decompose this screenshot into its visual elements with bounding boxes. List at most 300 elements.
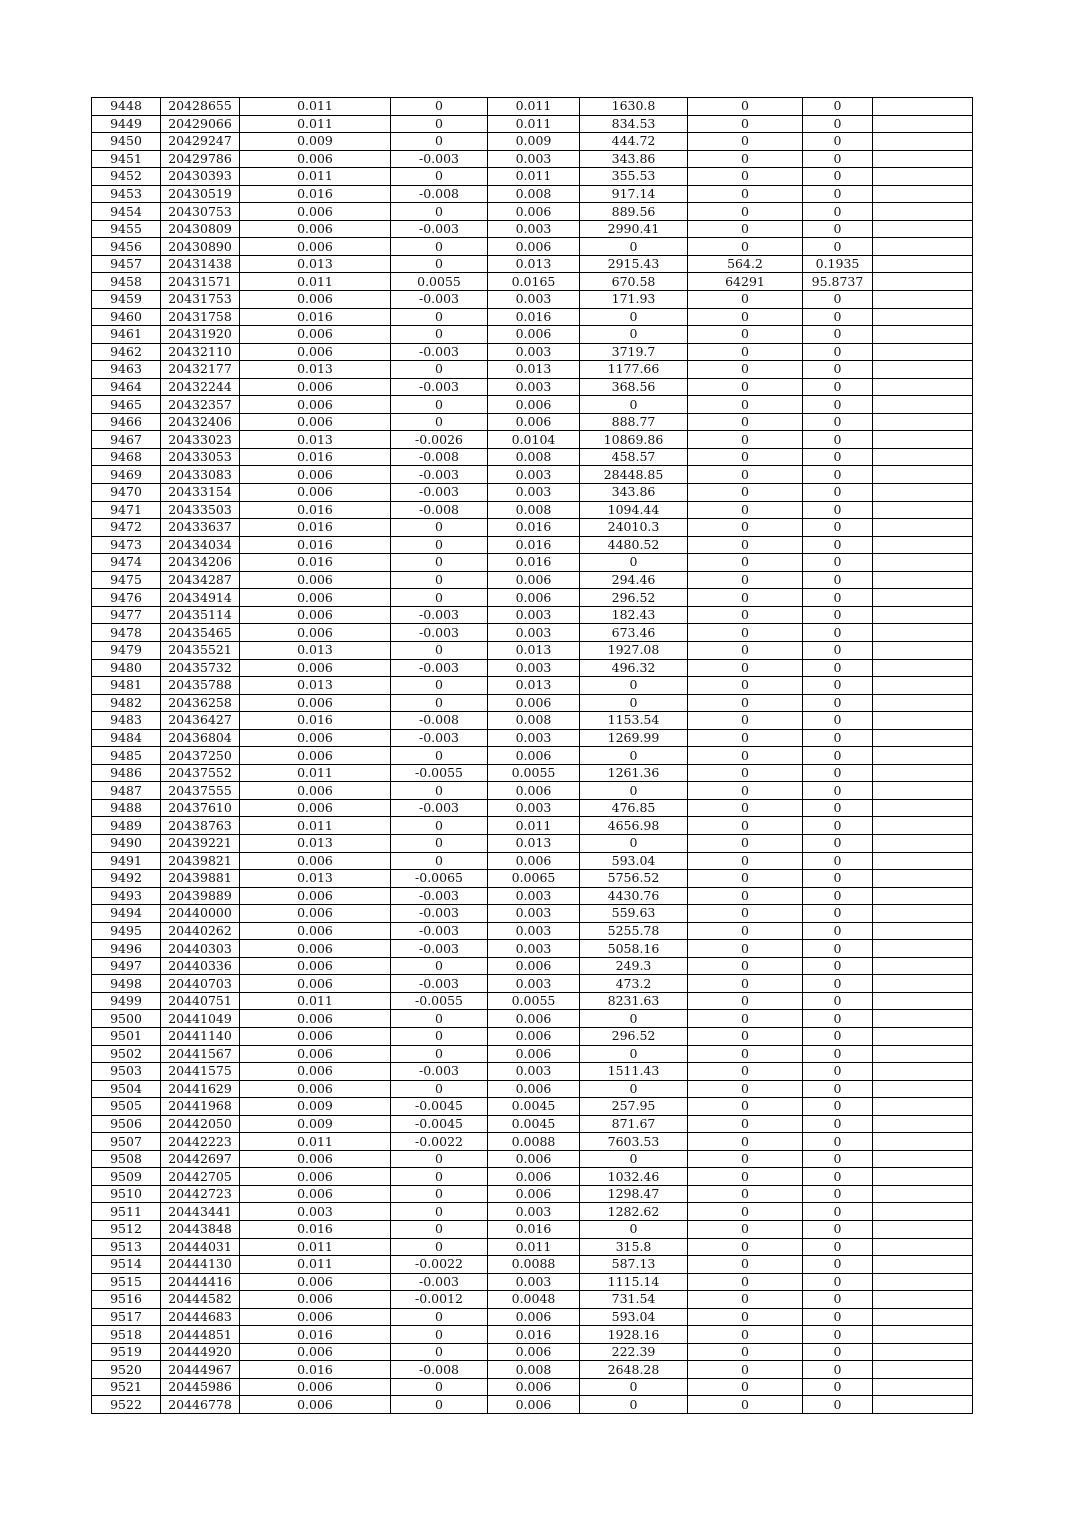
value-c-cell: 0.003 — [488, 940, 580, 958]
blank-cell — [873, 1256, 973, 1274]
row-index-cell: 9467 — [92, 431, 161, 449]
value-e-cell: 0 — [803, 1273, 873, 1291]
value-a-cell: 0.009 — [240, 133, 391, 151]
value-d-cell: 0 — [688, 764, 803, 782]
amount-cell: 0 — [580, 308, 688, 326]
value-e-cell: 0 — [803, 431, 873, 449]
value-c-cell: 0.006 — [488, 413, 580, 431]
value-b-cell: -0.0055 — [391, 992, 488, 1010]
value-e-cell: 0 — [803, 1361, 873, 1379]
id-cell: 20432244 — [161, 378, 240, 396]
value-c-cell: 0.006 — [488, 747, 580, 765]
id-cell: 20435465 — [161, 624, 240, 642]
value-e-cell: 0 — [803, 782, 873, 800]
value-a-cell: 0.011 — [240, 98, 391, 116]
value-d-cell: 0 — [688, 413, 803, 431]
table-row — [92, 220, 973, 238]
value-c-cell: 0.013 — [488, 677, 580, 695]
value-a-cell: 0.006 — [240, 378, 391, 396]
id-cell: 20432177 — [161, 361, 240, 379]
value-d-cell: 0 — [688, 694, 803, 712]
value-c-cell: 0.003 — [488, 484, 580, 502]
value-e-cell: 0 — [803, 220, 873, 238]
value-e-cell: 0 — [803, 764, 873, 782]
table-row — [92, 659, 973, 677]
value-a-cell: 0.006 — [240, 1185, 391, 1203]
value-b-cell: 0 — [391, 1238, 488, 1256]
table-row — [92, 571, 973, 589]
id-cell: 20444967 — [161, 1361, 240, 1379]
blank-cell — [873, 185, 973, 203]
amount-cell: 5756.52 — [580, 870, 688, 888]
blank-cell — [873, 431, 973, 449]
row-index-cell: 9503 — [92, 1063, 161, 1081]
value-b-cell: 0 — [391, 238, 488, 256]
value-e-cell: 0 — [803, 1045, 873, 1063]
value-b-cell: -0.0065 — [391, 870, 488, 888]
id-cell: 20444582 — [161, 1291, 240, 1309]
row-index-cell: 9516 — [92, 1291, 161, 1309]
value-c-cell: 0.006 — [488, 1045, 580, 1063]
amount-cell: 0 — [580, 677, 688, 695]
row-index-cell: 9497 — [92, 957, 161, 975]
value-a-cell: 0.006 — [240, 1080, 391, 1098]
value-c-cell: 0.016 — [488, 536, 580, 554]
table-row — [92, 1343, 973, 1361]
id-cell: 20442697 — [161, 1150, 240, 1168]
row-index-cell: 9453 — [92, 185, 161, 203]
id-cell: 20431571 — [161, 273, 240, 291]
table-row — [92, 887, 973, 905]
value-a-cell: 0.006 — [240, 975, 391, 993]
value-d-cell: 0 — [688, 378, 803, 396]
row-index-cell: 9515 — [92, 1273, 161, 1291]
table-row — [92, 782, 973, 800]
value-d-cell: 0 — [688, 1168, 803, 1186]
value-e-cell: 0 — [803, 589, 873, 607]
row-index-cell: 9494 — [92, 905, 161, 923]
value-b-cell: 0 — [391, 519, 488, 537]
value-b-cell: 0 — [391, 834, 488, 852]
id-cell: 20431438 — [161, 255, 240, 273]
amount-cell: 0 — [580, 396, 688, 414]
row-index-cell: 9478 — [92, 624, 161, 642]
row-index-cell: 9477 — [92, 606, 161, 624]
value-b-cell: 0 — [391, 361, 488, 379]
value-d-cell: 564.2 — [688, 255, 803, 273]
value-b-cell: 0 — [391, 168, 488, 186]
amount-cell: 0 — [580, 1221, 688, 1239]
blank-cell — [873, 168, 973, 186]
blank-cell — [873, 1150, 973, 1168]
id-cell: 20432406 — [161, 413, 240, 431]
id-cell: 20444416 — [161, 1273, 240, 1291]
value-d-cell: 0 — [688, 641, 803, 659]
value-d-cell: 0 — [688, 1238, 803, 1256]
id-cell: 20444920 — [161, 1343, 240, 1361]
value-a-cell: 0.016 — [240, 1361, 391, 1379]
value-b-cell: -0.003 — [391, 343, 488, 361]
value-c-cell: 0.011 — [488, 115, 580, 133]
value-e-cell: 0 — [803, 133, 873, 151]
amount-cell: 888.77 — [580, 413, 688, 431]
value-b-cell: -0.003 — [391, 150, 488, 168]
value-b-cell: 0 — [391, 589, 488, 607]
id-cell: 20429247 — [161, 133, 240, 151]
id-cell: 20444031 — [161, 1238, 240, 1256]
blank-cell — [873, 677, 973, 695]
value-c-cell: 0.008 — [488, 185, 580, 203]
id-cell: 20439821 — [161, 852, 240, 870]
value-e-cell: 0 — [803, 1168, 873, 1186]
amount-cell: 0 — [580, 1150, 688, 1168]
value-d-cell: 0 — [688, 1063, 803, 1081]
value-e-cell: 0 — [803, 1203, 873, 1221]
blank-cell — [873, 308, 973, 326]
value-e-cell: 0 — [803, 1010, 873, 1028]
value-d-cell: 0 — [688, 1080, 803, 1098]
value-c-cell: 0.011 — [488, 817, 580, 835]
blank-cell — [873, 940, 973, 958]
value-b-cell: 0 — [391, 641, 488, 659]
value-a-cell: 0.003 — [240, 1203, 391, 1221]
value-c-cell: 0.003 — [488, 1063, 580, 1081]
value-c-cell: 0.006 — [488, 1150, 580, 1168]
value-a-cell: 0.006 — [240, 413, 391, 431]
id-cell: 20429786 — [161, 150, 240, 168]
amount-cell: 834.53 — [580, 115, 688, 133]
value-a-cell: 0.011 — [240, 992, 391, 1010]
value-a-cell: 0.006 — [240, 905, 391, 923]
value-b-cell: 0 — [391, 1168, 488, 1186]
table-row — [92, 273, 973, 291]
amount-cell: 670.58 — [580, 273, 688, 291]
value-b-cell: 0 — [391, 1221, 488, 1239]
value-e-cell: 0 — [803, 308, 873, 326]
amount-cell: 222.39 — [580, 1343, 688, 1361]
value-a-cell: 0.006 — [240, 957, 391, 975]
value-a-cell: 0.011 — [240, 1256, 391, 1274]
id-cell: 20442723 — [161, 1185, 240, 1203]
blank-cell — [873, 273, 973, 291]
table-row — [92, 1115, 973, 1133]
value-c-cell: 0.006 — [488, 1378, 580, 1396]
value-e-cell: 0 — [803, 448, 873, 466]
value-d-cell: 0 — [688, 1045, 803, 1063]
value-a-cell: 0.011 — [240, 1238, 391, 1256]
value-c-cell: 0.016 — [488, 308, 580, 326]
row-index-cell: 9454 — [92, 203, 161, 221]
value-e-cell: 0 — [803, 501, 873, 519]
value-b-cell: 0 — [391, 571, 488, 589]
value-c-cell: 0.0088 — [488, 1133, 580, 1151]
id-cell: 20430393 — [161, 168, 240, 186]
value-d-cell: 0 — [688, 940, 803, 958]
value-e-cell: 0 — [803, 1326, 873, 1344]
blank-cell — [873, 501, 973, 519]
id-cell: 20436427 — [161, 712, 240, 730]
amount-cell: 673.46 — [580, 624, 688, 642]
blank-cell — [873, 396, 973, 414]
blank-cell — [873, 571, 973, 589]
value-e-cell: 0 — [803, 115, 873, 133]
row-index-cell: 9519 — [92, 1343, 161, 1361]
value-d-cell: 0 — [688, 1115, 803, 1133]
value-c-cell: 0.0055 — [488, 992, 580, 1010]
blank-cell — [873, 343, 973, 361]
value-e-cell: 0 — [803, 343, 873, 361]
id-cell: 20430753 — [161, 203, 240, 221]
amount-cell: 294.46 — [580, 571, 688, 589]
row-index-cell: 9509 — [92, 1168, 161, 1186]
table-row — [92, 150, 973, 168]
row-index-cell: 9508 — [92, 1150, 161, 1168]
amount-cell: 296.52 — [580, 589, 688, 607]
value-d-cell: 0 — [688, 519, 803, 537]
amount-cell: 871.67 — [580, 1115, 688, 1133]
blank-cell — [873, 1238, 973, 1256]
value-c-cell: 0.006 — [488, 1185, 580, 1203]
id-cell: 20440262 — [161, 922, 240, 940]
id-cell: 20444130 — [161, 1256, 240, 1274]
value-b-cell: -0.003 — [391, 940, 488, 958]
value-a-cell: 0.006 — [240, 571, 391, 589]
amount-cell: 171.93 — [580, 291, 688, 309]
row-index-cell: 9455 — [92, 220, 161, 238]
value-e-cell: 0 — [803, 168, 873, 186]
value-a-cell: 0.013 — [240, 834, 391, 852]
value-c-cell: 0.016 — [488, 554, 580, 572]
value-d-cell: 0 — [688, 1378, 803, 1396]
table-row — [92, 922, 973, 940]
value-e-cell: 0 — [803, 519, 873, 537]
value-e-cell: 0 — [803, 905, 873, 923]
value-c-cell: 0.006 — [488, 1308, 580, 1326]
value-d-cell: 0 — [688, 1185, 803, 1203]
id-cell: 20444683 — [161, 1308, 240, 1326]
value-d-cell: 0 — [688, 308, 803, 326]
value-e-cell: 0 — [803, 554, 873, 572]
blank-cell — [873, 291, 973, 309]
value-d-cell: 0 — [688, 1308, 803, 1326]
amount-cell: 1928.16 — [580, 1326, 688, 1344]
value-a-cell: 0.013 — [240, 870, 391, 888]
id-cell: 20440703 — [161, 975, 240, 993]
id-cell: 20435114 — [161, 606, 240, 624]
row-index-cell: 9510 — [92, 1185, 161, 1203]
value-a-cell: 0.009 — [240, 1115, 391, 1133]
table-body — [92, 98, 973, 1414]
id-cell: 20438763 — [161, 817, 240, 835]
value-a-cell: 0.016 — [240, 712, 391, 730]
row-index-cell: 9485 — [92, 747, 161, 765]
value-d-cell: 0 — [688, 852, 803, 870]
value-e-cell: 0 — [803, 484, 873, 502]
id-cell: 20435732 — [161, 659, 240, 677]
value-d-cell: 0 — [688, 957, 803, 975]
value-d-cell: 0 — [688, 466, 803, 484]
table-row — [92, 431, 973, 449]
value-b-cell: -0.0055 — [391, 764, 488, 782]
value-b-cell: -0.003 — [391, 484, 488, 502]
table-row — [92, 238, 973, 256]
value-e-cell: 0 — [803, 185, 873, 203]
blank-cell — [873, 519, 973, 537]
table-row — [92, 1326, 973, 1344]
table-row — [92, 1238, 973, 1256]
row-index-cell: 9473 — [92, 536, 161, 554]
row-index-cell: 9500 — [92, 1010, 161, 1028]
value-b-cell: 0 — [391, 957, 488, 975]
blank-cell — [873, 98, 973, 116]
value-c-cell: 0.003 — [488, 905, 580, 923]
id-cell: 20437250 — [161, 747, 240, 765]
value-c-cell: 0.003 — [488, 659, 580, 677]
value-c-cell: 0.006 — [488, 589, 580, 607]
value-b-cell: -0.008 — [391, 185, 488, 203]
id-cell: 20432357 — [161, 396, 240, 414]
blank-cell — [873, 484, 973, 502]
row-index-cell: 9483 — [92, 712, 161, 730]
id-cell: 20440336 — [161, 957, 240, 975]
amount-cell: 5255.78 — [580, 922, 688, 940]
amount-cell: 1177.66 — [580, 361, 688, 379]
amount-cell: 4480.52 — [580, 536, 688, 554]
row-index-cell: 9484 — [92, 729, 161, 747]
value-a-cell: 0.006 — [240, 220, 391, 238]
value-c-cell: 0.006 — [488, 1168, 580, 1186]
amount-cell: 917.14 — [580, 185, 688, 203]
id-cell: 20435788 — [161, 677, 240, 695]
blank-cell — [873, 589, 973, 607]
blank-cell — [873, 1326, 973, 1344]
value-a-cell: 0.006 — [240, 238, 391, 256]
id-cell: 20435521 — [161, 641, 240, 659]
value-c-cell: 0.006 — [488, 571, 580, 589]
amount-cell: 2990.41 — [580, 220, 688, 238]
blank-cell — [873, 1221, 973, 1239]
value-c-cell: 0.008 — [488, 712, 580, 730]
table-row — [92, 764, 973, 782]
value-b-cell: 0 — [391, 817, 488, 835]
blank-cell — [873, 694, 973, 712]
value-d-cell: 0 — [688, 220, 803, 238]
table-row — [92, 1378, 973, 1396]
id-cell: 20446778 — [161, 1396, 240, 1414]
row-index-cell: 9522 — [92, 1396, 161, 1414]
table-row — [92, 554, 973, 572]
value-a-cell: 0.013 — [240, 677, 391, 695]
id-cell: 20433637 — [161, 519, 240, 537]
value-b-cell: 0 — [391, 1185, 488, 1203]
blank-cell — [873, 922, 973, 940]
value-d-cell: 0 — [688, 887, 803, 905]
blank-cell — [873, 1133, 973, 1151]
blank-cell — [873, 975, 973, 993]
value-a-cell: 0.011 — [240, 817, 391, 835]
value-b-cell: -0.0026 — [391, 431, 488, 449]
value-c-cell: 0.006 — [488, 694, 580, 712]
value-c-cell: 0.006 — [488, 782, 580, 800]
id-cell: 20441567 — [161, 1045, 240, 1063]
value-a-cell: 0.006 — [240, 659, 391, 677]
amount-cell: 593.04 — [580, 1308, 688, 1326]
value-e-cell: 0 — [803, 413, 873, 431]
blank-cell — [873, 1361, 973, 1379]
value-b-cell: -0.003 — [391, 975, 488, 993]
value-d-cell: 0 — [688, 747, 803, 765]
blank-cell — [873, 641, 973, 659]
value-c-cell: 0.016 — [488, 1326, 580, 1344]
value-a-cell: 0.006 — [240, 1343, 391, 1361]
table-row — [92, 396, 973, 414]
amount-cell: 1115.14 — [580, 1273, 688, 1291]
row-index-cell: 9501 — [92, 1027, 161, 1045]
row-index-cell: 9502 — [92, 1045, 161, 1063]
value-c-cell: 0.003 — [488, 220, 580, 238]
row-index-cell: 9479 — [92, 641, 161, 659]
blank-cell — [873, 782, 973, 800]
row-index-cell: 9506 — [92, 1115, 161, 1133]
amount-cell: 444.72 — [580, 133, 688, 151]
value-c-cell: 0.0165 — [488, 273, 580, 291]
id-cell: 20443441 — [161, 1203, 240, 1221]
amount-cell: 496.32 — [580, 659, 688, 677]
value-e-cell: 0 — [803, 1133, 873, 1151]
value-d-cell: 0 — [688, 1326, 803, 1344]
value-b-cell: 0 — [391, 1080, 488, 1098]
blank-cell — [873, 1027, 973, 1045]
amount-cell: 0 — [580, 782, 688, 800]
value-e-cell: 0 — [803, 606, 873, 624]
value-e-cell: 0 — [803, 326, 873, 344]
value-a-cell: 0.006 — [240, 1396, 391, 1414]
amount-cell: 889.56 — [580, 203, 688, 221]
value-b-cell: 0 — [391, 115, 488, 133]
row-index-cell: 9481 — [92, 677, 161, 695]
id-cell: 20436258 — [161, 694, 240, 712]
row-index-cell: 9489 — [92, 817, 161, 835]
id-cell: 20444851 — [161, 1326, 240, 1344]
value-a-cell: 0.006 — [240, 326, 391, 344]
blank-cell — [873, 712, 973, 730]
value-b-cell: 0 — [391, 413, 488, 431]
value-d-cell: 0 — [688, 624, 803, 642]
amount-cell: 296.52 — [580, 1027, 688, 1045]
value-c-cell: 0.0048 — [488, 1291, 580, 1309]
row-index-cell: 9470 — [92, 484, 161, 502]
id-cell: 20430519 — [161, 185, 240, 203]
table-row — [92, 98, 973, 116]
value-d-cell: 0 — [688, 1203, 803, 1221]
value-e-cell: 0 — [803, 1080, 873, 1098]
id-cell: 20437610 — [161, 799, 240, 817]
blank-cell — [873, 203, 973, 221]
table-row — [92, 606, 973, 624]
row-index-cell: 9472 — [92, 519, 161, 537]
value-b-cell: 0 — [391, 396, 488, 414]
value-e-cell: 0 — [803, 729, 873, 747]
amount-cell: 0 — [580, 554, 688, 572]
value-d-cell: 0 — [688, 115, 803, 133]
row-index-cell: 9463 — [92, 361, 161, 379]
value-b-cell: -0.003 — [391, 220, 488, 238]
table-row — [92, 1045, 973, 1063]
row-index-cell: 9462 — [92, 343, 161, 361]
value-d-cell: 0 — [688, 133, 803, 151]
table-row — [92, 448, 973, 466]
id-cell: 20441968 — [161, 1098, 240, 1116]
